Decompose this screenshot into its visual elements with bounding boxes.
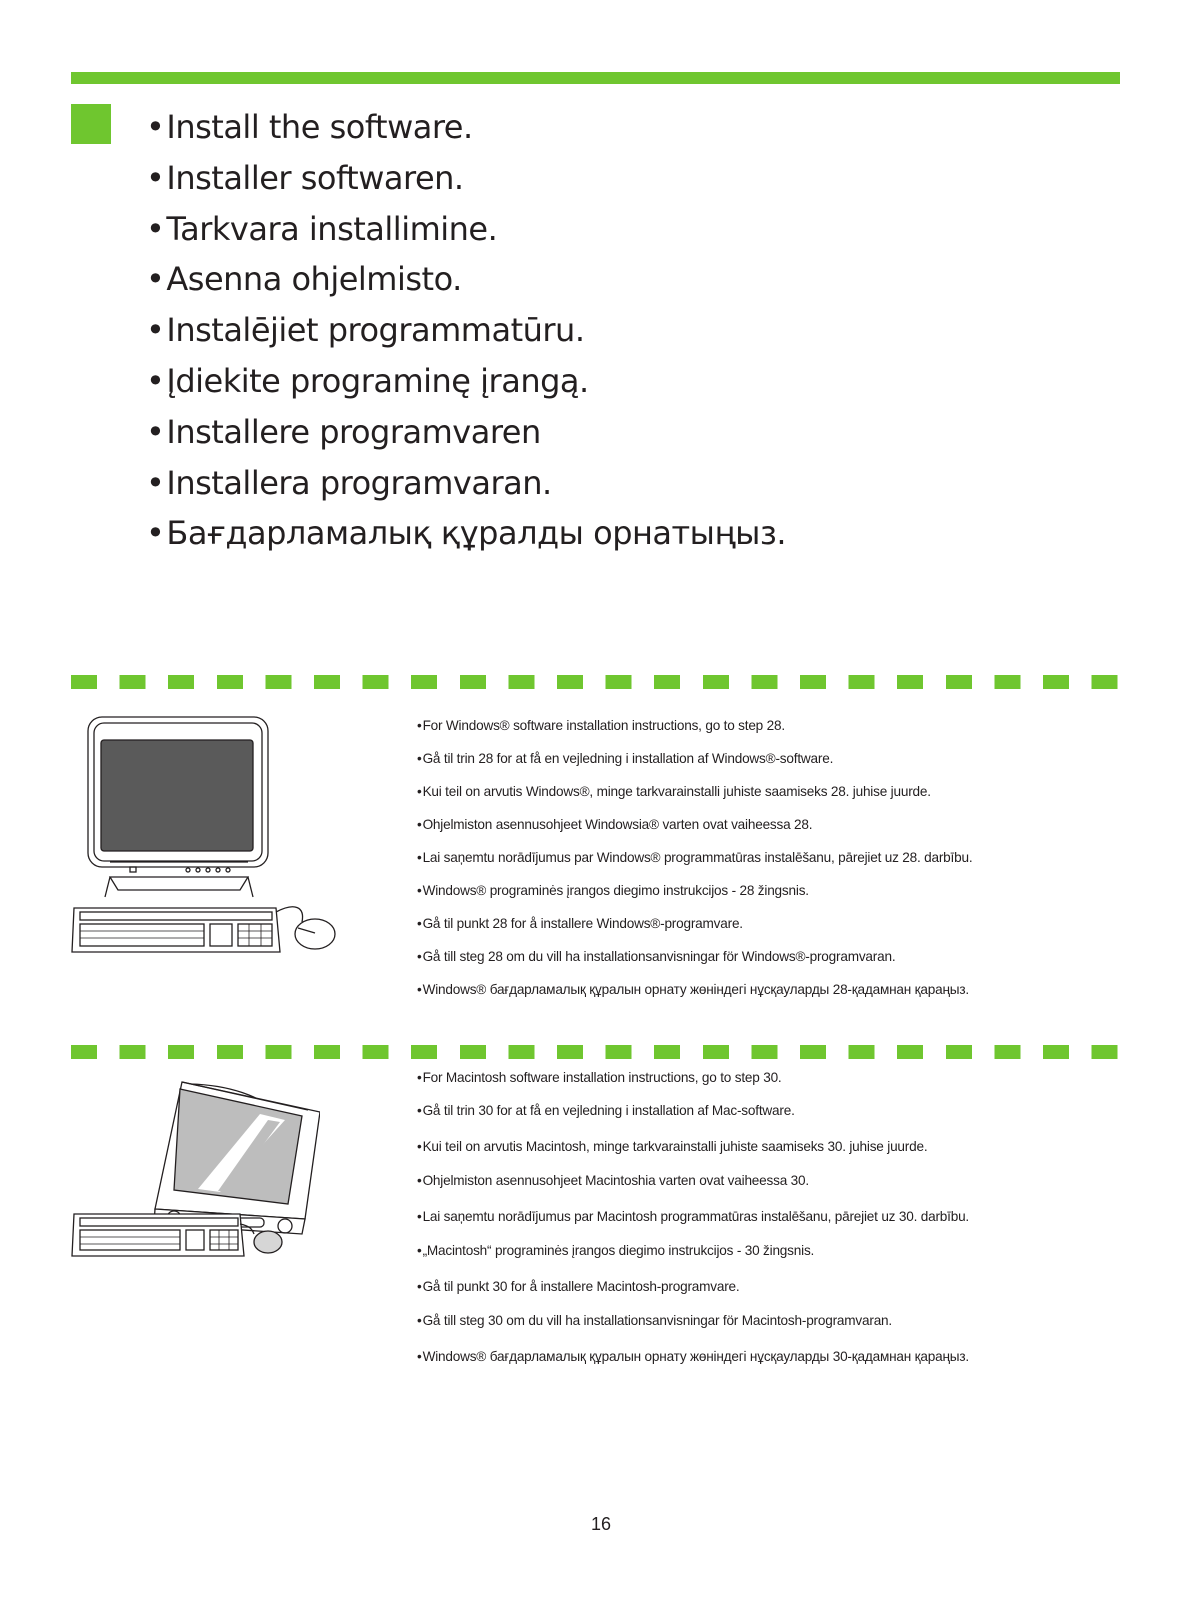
heading-item: • Asenna ohjelmisto. xyxy=(146,254,786,305)
mac-instruction-item: • Gå til punkt 30 for å installere Macintosh-programvare. xyxy=(417,1274,969,1311)
heading-item: • Бағдарламалық құралды орнатыңыз. xyxy=(146,508,786,559)
windows-instruction-item: • Windows® бағдарламалық құралын орнату жөніндегі нұсқауларды 28-қадамнан қараңыз. xyxy=(417,980,972,1013)
windows-instruction-item: • Kui teil on arvutis Windows®, minge tarkvarainstalli juhiste saamiseks 28. juhise juurde. xyxy=(417,782,972,815)
mac-instruction-item: • Ohjelmiston asennusohjeet Macintoshia varten ovat vaiheessa 30. xyxy=(417,1171,969,1204)
mac-instruction-item: • For Macintosh software installation instructions, go to step 30. xyxy=(417,1068,969,1101)
step-marker-square xyxy=(71,104,111,144)
heading-item: • Instalējiet programmatūru. xyxy=(146,305,786,356)
heading-item: • Įdiekite programinę įrangą. xyxy=(146,356,786,407)
heading-item: • Installera programvaran. xyxy=(146,458,786,509)
pc-computer-icon xyxy=(70,712,340,962)
mac-instruction-item: • Windows® бағдарламалық құралын орнату жөніндегі нұсқауларды 30-қадамнан қараңыз. xyxy=(417,1344,969,1381)
windows-instruction-item: • Ohjelmiston asennusohjeet Windowsia® varten ovat vaiheessa 28. xyxy=(417,815,972,848)
heading-item: • Installer softwaren. xyxy=(146,153,786,204)
dashed-divider xyxy=(71,1045,1120,1059)
heading-item: • Install the software. xyxy=(146,102,786,153)
heading-item: • Installere programvaren xyxy=(146,407,786,458)
windows-instruction-item: • Windows® programinės įrangos diegimo instrukcijos - 28 žingsnis. xyxy=(417,881,972,914)
windows-instruction-item: • Gå till steg 28 om du vill ha installationsanvisningar för Windows®-programvaran. xyxy=(417,947,972,980)
mac-instruction-item: • Kui teil on arvutis Macintosh, minge tarkvarainstalli juhiste saamiseks 30. juhise juurde. xyxy=(417,1134,969,1171)
heading-item: • Tarkvara installimine. xyxy=(146,204,786,255)
windows-instruction-item: • For Windows® software installation instructions, go to step 28. xyxy=(417,716,972,749)
top-accent-bar xyxy=(71,72,1120,84)
mac-instruction-item: • Gå till steg 30 om du vill ha installationsanvisningar för Macintosh-programvaran. xyxy=(417,1311,969,1344)
windows-instruction-item: • Gå til punkt 28 for å installere Windows®-programvare. xyxy=(417,914,972,947)
mac-instruction-item: • Gå til trin 30 for at få en vejledning i installation af Mac-software. xyxy=(417,1101,969,1134)
windows-instruction-item: • Gå til trin 28 for at få en vejledning i installation af Windows®-software. xyxy=(417,749,972,782)
mac-instruction-item: • „Macintosh“ programinės įrangos diegimo instrukcijos - 30 žingsnis. xyxy=(417,1241,969,1274)
install-headings-list xyxy=(146,102,786,559)
dashed-divider xyxy=(71,675,1120,689)
mac-instructions-list xyxy=(417,1068,969,1381)
mac-instruction-item: • Lai saņemtu norādījumus par Macintosh programmatūras instalēšanu, pārejiet uz 30. darbību. xyxy=(417,1204,969,1241)
windows-instruction-item: • Lai saņemtu norādījumus par Windows® programmatūras instalēšanu, pārejiet uz 28. darbību. xyxy=(417,848,972,881)
imac-computer-icon xyxy=(70,1074,320,1259)
page-number: 16 xyxy=(590,1514,612,1534)
windows-instructions-list xyxy=(417,716,972,1013)
